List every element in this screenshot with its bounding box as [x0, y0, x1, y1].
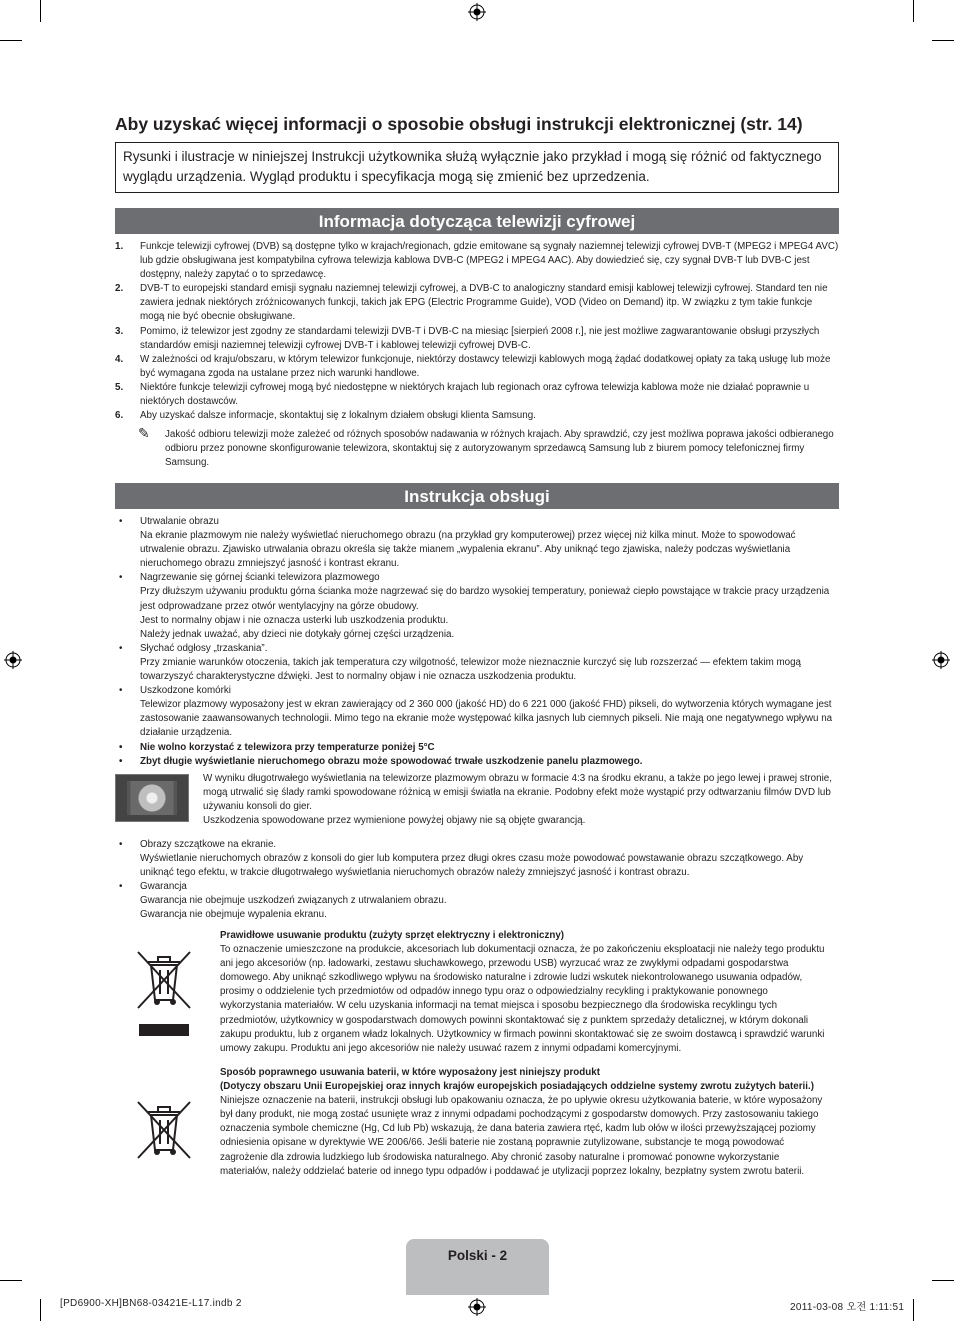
list-item: 4. W zależności od kraju/obszaru, w którym telewizor funkcjonuje, niektórzy dostawcy telewizji kablowych mogą żądać dodatkowej opłaty za taką usługę lub może być wymagana zgoda na ustalane przez nich warunki handlowe. [115, 353, 831, 379]
notice-box: Rysunki i ilustracje w niniejszej Instrukcji użytkownika służą wyłącznie jako przykład i mogą się różnić od faktycznego wyglądu urządzenia. Wygląd produktu i specyfikacja mogą się zmienić bez uprzedzenia. [115, 142, 839, 193]
crop-mark [0, 40, 22, 41]
section-heading-digital: Informacja dotycząca telewizji cyfrowej [115, 208, 839, 234]
section-heading-instructions: Instrukcja obsługi [115, 483, 839, 509]
list-item: 3. Pomimo, iż telewizor jest zgodny ze standardami telewizji DVB-T i DVB-C na miesiąc [sierpień 2008 r.], nie jest możliwe zagwarantowanie obsługi przyszłych standardów emisji naziemnej telewizji cyfrowej DVB-T i kablowej telewizji cyfrowej DVB-C. [115, 325, 820, 351]
crop-mark [913, 1299, 914, 1321]
print-slug-right: 2011-03-08 오전 1:11:51 [790, 1302, 905, 1313]
tv-description: W wyniku długotrwałego wyświetlania na telewizorze plazmowym obrazu w formacie 4:3 na środku ekranu, a także po jego lewej i prawej stronie, mogą utrwalić się ślady ramki spowodowane różnicą w emisji światła na ekranie. Podobny efekt może wystąpić przy odtwarzaniu filmów DVD lub używaniu konsoli do gier. Uszkodzenia spowodowane przez wymienione powyżej objawy nie są objęte gwarancją. [203, 773, 832, 827]
page-number-tab: Polski - 2 [406, 1239, 549, 1295]
list-item: 6. Aby uzyskać dalsze informacje, skontaktuj się z lokalnym działem obsługi klienta Samsung. [115, 410, 536, 422]
registration-mark-icon [468, 1298, 486, 1316]
crop-mark [40, 1299, 41, 1321]
crop-mark [913, 0, 914, 22]
registration-mark-icon [468, 3, 486, 21]
crop-mark [932, 40, 954, 41]
list-item: 2. DVB-T to europejski standard emisji sygnału naziemnej telewizji cyfrowej, a DVB-C to analogiczny standard emisji kablowej telewizji cyfrowej. Standard ten nie zawiera jednak niektórych zróżnicowanych funkcji, takich jak EPG (Electric Programme Guide), VOD (Video on Demand) itp. W związku z tym takie funkcje mogą nie być obecnie obsługiwane. [115, 283, 828, 323]
memo-note: ✎ Jakość odbioru telewizji może zależeć od różnych sposobów nadawania w różnych krajach. Aby sprawdzić, czy jest możliwa poprawa jakości odbieranego odbioru przez ponowne skonfigurowanie telewizora, skontaktuj się z autoryzowanym sprzedawcą Samsung lub z biurem pomocy telefonicznej firmy Samsung. [138, 425, 834, 469]
print-slug-left: [PD6900-XH]BN68-03421E-L17.indb 2 [60, 1298, 242, 1309]
tv-image [115, 774, 189, 822]
registration-mark-icon [4, 651, 22, 669]
list-item: • Nie wolno korzystać z telewizora przy temperaturze poniżej 5°C [119, 741, 435, 753]
crop-mark [40, 0, 41, 22]
battery-section: Sposób poprawnego usuwania baterii, w które wyposażony jest niniejszy produkt (Dotyczy obszaru Unii Europejskiej oraz innych krajów europejskich posiadających oddzielne systemy zwrotu zużytych baterii.) Niniejsze oznaczenie na baterii, instrukcji obsługi lub opakowaniu oznacza, że po upływie okresu użytkowania baterie, w które wyposażony był dany produkt, nie mogą zostać usunięte wraz z innymi odpadami pochodzącymi z gospodarstw domowych. Przy zastosowaniu takiego oznaczenia symbole chemiczne (Hg, Cd lub Pb) wskazują, że dana bateria zawiera rtęć, kadm lub ołów w ilości przewyższającej poziomy odniesienia opisane w dyrektywie WE 2006/66. Jeśli baterie nie zostaną poprawnie zutylizowane, substancje te mogą powodować zagrożenie dla zdrowia ludzkiego lub środowiska naturalnego. Aby chronić zasoby naturalne i promować ponowne wykorzystanie materiałów, należy oddzielać baterie od innego typu odpadów i poddawać je utylizacji poprzez lokalny, bezpłatny system zwrotu baterii. [220, 1067, 823, 1177]
crossed-bin-icon [134, 1094, 194, 1166]
weee-section: Prawidłowe usuwanie produktu (zużyty sprzęt elektryczny i elektroniczny) To oznaczenie umieszczone na produkcie, akcesoriach lub dokumentacji oznacza, że po zakończeniu eksploatacji nie należy tego produktu ani jego akcesoriów (np. ładowarki, zestawu słuchawkowego, przewodu USB) wyrzucać wraz ze zwykłymi odpadami gospodarstwa domowego. Aby uniknąć szkodliwego wpływu na środowisko naturalne i zdrowie ludzi wskutek niekontrolowanego usuwania odpadów, prosimy o oddzielenie tych przedmiotów od odpadów innego typu oraz o odpowiedzialny recykling i praktykowanie ponownego wykorzystania materiałów. W celu uzyskania informacji na temat miejsca i sposobu bezpiecznego dla środowiska recyklingu tych przedmiotów, użytkownicy w gospodarstwach domowych powinni skontaktować się z punktem sprzedaży detalicznej, w którym dokonali zakupu produktu, lub z organem władz lokalnych. Użytkownicy w firmach powinni skontaktować się ze swoim dostawcą i sprawdzić warunki umowy zakupu. Produktu ani jego akcesoriów nie należy usuwać razem z innymi odpadami komercyjnymi. [220, 930, 825, 1054]
list-item: • Obrazy szczątkowe na ekranie. Wyświetlanie nieruchomych obrazów z konsoli do gier lub komputera przez długi okres czasu może powodować powstawanie obrazu szczątkowego. Aby uniknąć tego efektu, w trakcie długotrwałego wyświetlania nieruchomych obrazów należy zmniejszyć jasność i kontrast obrazu. [119, 839, 804, 879]
list-item: • Słychać odgłosy „trzaskania”. Przy zmianie warunków otoczenia, takich jak temperatura czy wilgotność, telewizor może nieznacznie kurczyć się lub rozszerzać — efektem takim mogą towarzyszyć charakterystyczne dźwięki. Jest to normalny objaw i nie oznacza uszkodzenia produktu. [119, 642, 802, 683]
instructions-list-2 [115, 838, 839, 923]
list-item: • Nagrzewanie się górnej ścianki telewizora plazmowego Przy dłuższym używaniu produktu górna ścianka może nagrzewać się do bardzo wysokiej temperatury, ponieważ ciepło powstające w trakcie pracy urządzenia jest odprowadzane przez otwór wentylacyjny na górze obudowy. Jest to normalny objaw i nie oznacza usterki lub uszkodzenia produktu. Należy jednak uważać, aby dzieci nie dotykały górnej części urządzenia. [119, 572, 830, 640]
list-item: 1. Funkcje telewizji cyfrowej (DVB) są dostępne tylko w krajach/regionach, gdzie emitowane są sygnały naziemnej telewizji cyfrowej DVB-T (MPEG2 i MPEG4 AVC) lub gdzie obsługiwana jest kompatybilna cyfrowa telewizja kablowa DVB-C (MPEG2 i MPEG4 AAC). Aby dowiedzieć się, czy sygnał DVB-T lub DVB-C jest dostępny, należy zapytać o to sprzedawcę. [115, 241, 839, 281]
crop-mark [932, 1280, 954, 1281]
list-item: • Zbyt długie wyświetlanie nieruchomego obrazu może spowodować trwałe uszkodzenie panelu plazmowego. [119, 755, 643, 767]
crossed-bin-icon [134, 944, 194, 1040]
list-item: • Uszkodzone komórki Telewizor plazmowy wyposażony jest w ekran zawierający od 2 360 000 (jakość HD) do 6 221 000 (jakość FHD) pikseli, do wytworzenia których wymagane jest zastosowanie zaawansowanych technologii. Mimo tego na ekranie może występować kilka jasnych lub ciemnych pikseli. Nie mają one negatywnego wpływu na działanie urządzenia. [119, 685, 833, 739]
registration-mark-icon [932, 651, 950, 669]
list-item: • Utrwalanie obrazu Na ekranie plazmowym nie należy wyświetlać nieruchomego obrazu (na przykład gry komputerowej) przez więcej niż kilka minut. Może to spowodować utrwalenie obrazu. Zjawisko utrwalania obrazu określa się także mianem „wypalenia ekranu”. Aby uniknąć tego zjawiska, należy podczas wyświetlania nieruchomego obrazu zmniejszyć jasność i kontrast ekranu. [119, 516, 796, 570]
memo-pen-icon: ✎ [138, 425, 150, 442]
list-item: 5. Niektóre funkcje telewizji cyfrowej mogą być niedostępne w niektórych krajach lub regionach oraz cyfrowa telewizja kablowa może nie działać poprawnie u niektórych dostawców. [115, 381, 810, 408]
page-title: Aby uzyskać więcej informacji o sposobie obsługi instrukcji elektronicznej (str. 14) [115, 114, 803, 134]
instructions-list [115, 515, 839, 769]
digital-list [115, 240, 839, 471]
crop-mark [0, 1280, 22, 1281]
list-item: • Gwarancja Gwarancja nie obejmuje uszkodzeń związanych z utrwalaniem obrazu. Gwarancja nie obejmuje wypalenia ekranu. [119, 881, 447, 921]
